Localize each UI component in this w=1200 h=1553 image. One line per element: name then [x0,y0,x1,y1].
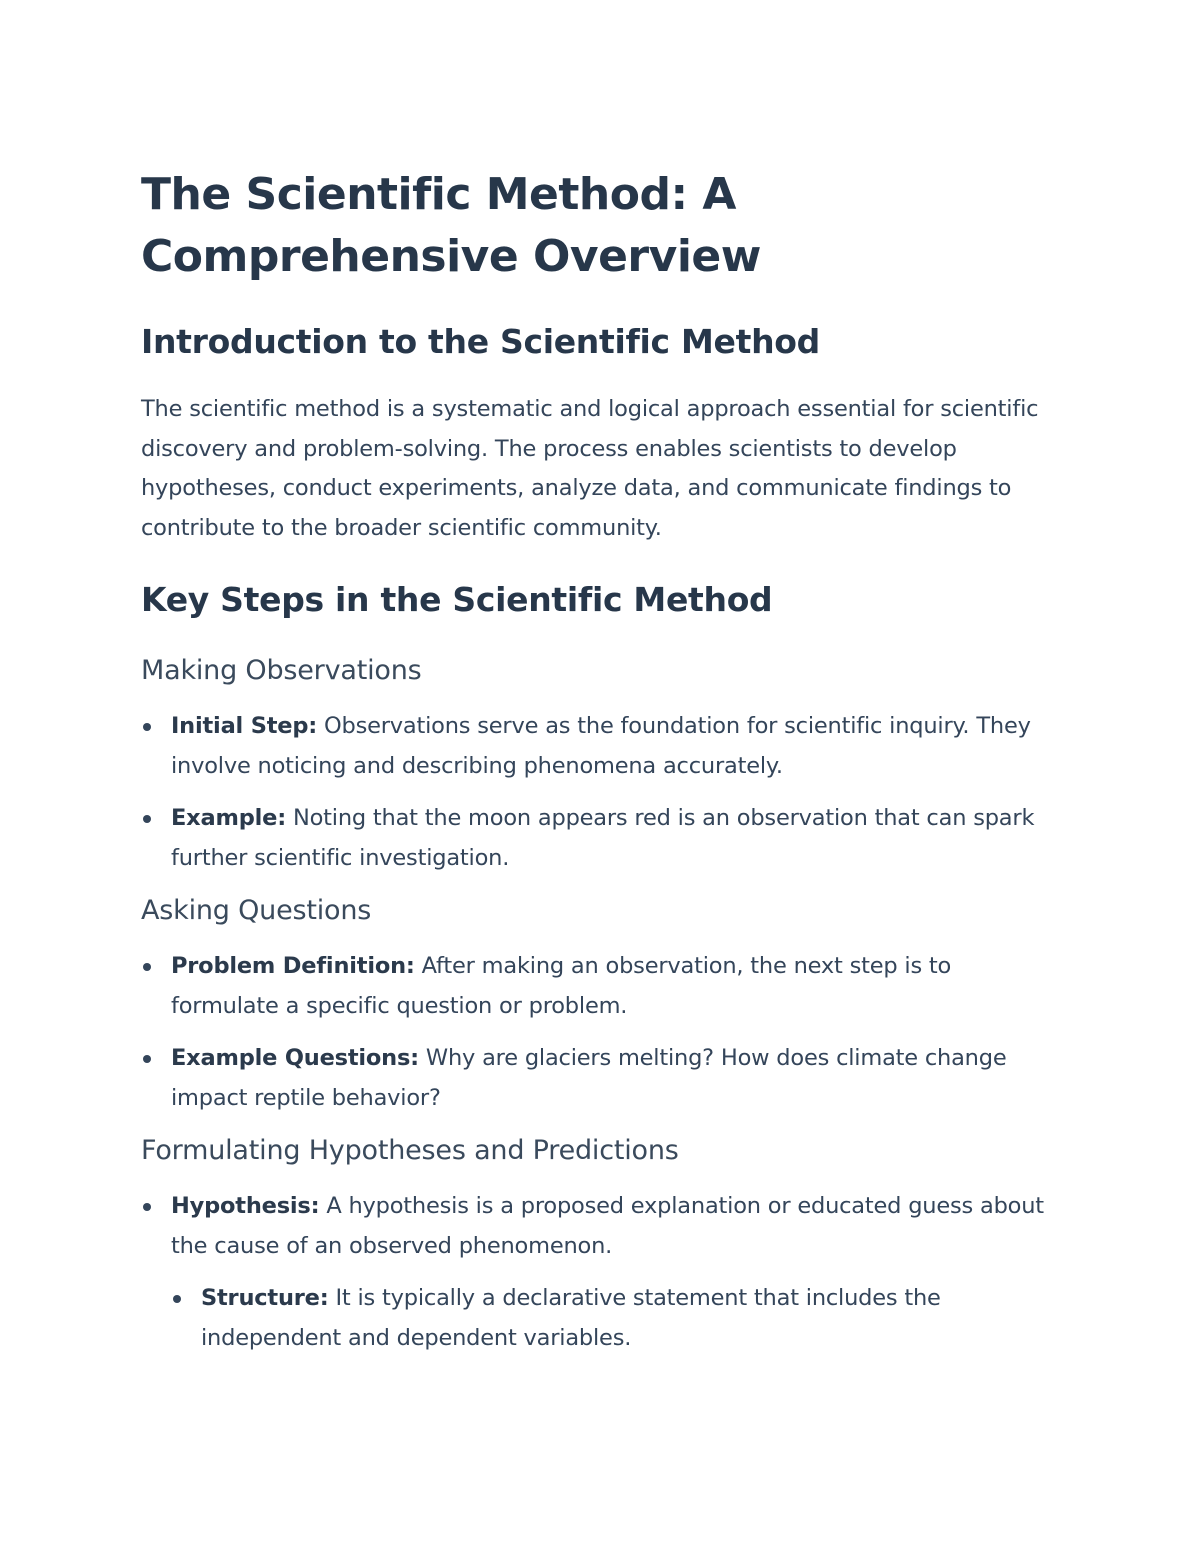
list-item-term: Initial Step: [171,713,318,739]
list-item-text: After making an observation, the next step is to formulate a specific question or problem. [171,953,952,1019]
observations-list [141,706,1061,878]
intro-heading: Introduction to the Scientific Method [141,322,820,361]
hypotheses-sublist [171,1278,1061,1358]
questions-list [141,946,1061,1118]
list-item-term: Structure: [201,1285,329,1311]
key-steps-heading: Key Steps in the Scientific Method [141,580,773,619]
questions-heading: Asking Questions [141,895,372,926]
list-item-text: Why are glaciers melting? How does climate change impact reptile behavior? [171,1045,1007,1111]
intro-paragraph: The scientific method is a systematic and logical approach essential for scientific discovery and problem-solving. The process enables scientists to develop hypotheses, conduct experiments, analyze data, and communicate findings to contribute to the broader scientific community. [141,396,1039,541]
list-item [141,706,1061,786]
list-item [171,1278,1061,1358]
observations-heading: Making Observations [141,655,422,686]
document-title: The Scientific Method: A Comprehensive Overview [141,169,761,282]
list-item-term: Hypothesis: [171,1193,320,1219]
list-item-text: Observations serve as the foundation for scientific inquiry. They involve noticing and describing phenomena accurately. [171,713,1031,779]
list-item [141,1186,1061,1358]
list-item [141,946,1061,1026]
list-item-text: A hypothesis is a proposed explanation or educated guess about the cause of an observed phenomenon. [171,1193,1044,1259]
list-item-term: Example: [171,805,286,831]
list-item [141,798,1061,878]
list-item-term: Problem Definition: [171,953,415,979]
list-item-term: Example Questions: [171,1045,419,1071]
hypotheses-list [141,1186,1061,1358]
hypotheses-heading: Formulating Hypotheses and Predictions [141,1135,679,1166]
document-page [141,164,1061,1358]
list-item [141,1038,1061,1118]
list-item-text: Noting that the moon appears red is an observation that can spark further scientific investigation. [171,805,1035,871]
list-item-text: It is typically a declarative statement that includes the independent and dependent variables. [201,1285,941,1351]
